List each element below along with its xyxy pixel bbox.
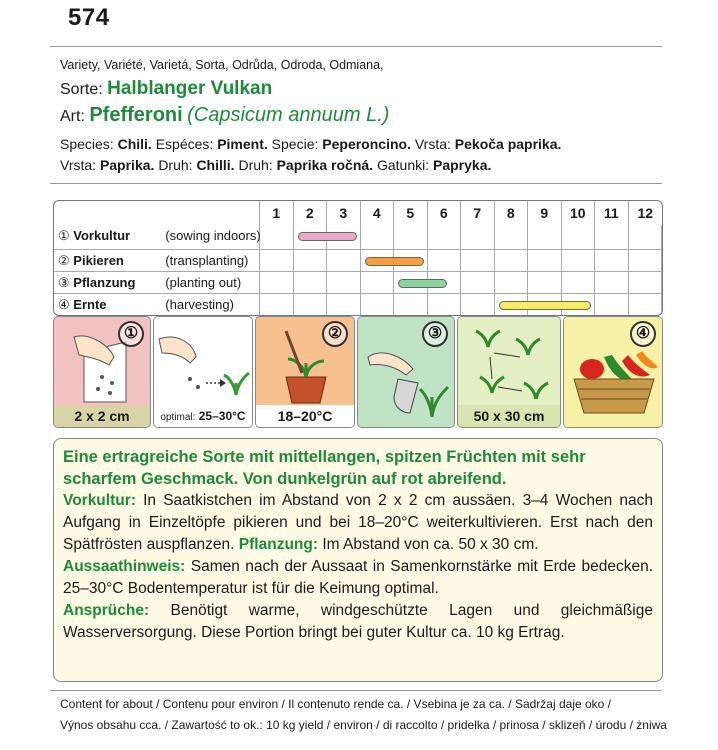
- panel-planting: [357, 316, 455, 428]
- month-slot: [595, 294, 629, 315]
- calendar-row-label: [54, 294, 260, 315]
- seedling-icon: [154, 317, 253, 407]
- species-value: Piment.: [217, 136, 268, 152]
- panel-potting: [255, 316, 355, 428]
- sowing-calendar: [53, 200, 663, 316]
- species-value: Paprika.: [99, 157, 155, 173]
- species-label: Druh:: [238, 157, 273, 173]
- month-slot: [428, 294, 462, 315]
- step-name-de: Pflanzung: [73, 275, 136, 290]
- species-label: Gatunki:: [376, 157, 430, 173]
- month-slot: [595, 272, 629, 293]
- pflanzung-key: Pflanzung:: [238, 536, 319, 553]
- period-bar: [298, 232, 357, 241]
- footer-line-2: Výnos obsahu cca. / Zawartość to ok.: 10 kg yield / environ / di raccolto / pridelka / prinosa / sklizeň / úrodu / żniwa: [60, 718, 667, 732]
- month-slot: [394, 294, 428, 315]
- calendar-row-months: [260, 294, 662, 315]
- month-slot: [461, 225, 495, 249]
- calendar-row-label: [54, 225, 260, 249]
- sorte-label: Sorte:: [60, 81, 103, 98]
- footer-divider: [50, 690, 662, 691]
- step-name-de: Pikieren: [73, 253, 124, 268]
- plant-spacing-icon: [458, 317, 561, 407]
- month-slot: [595, 250, 629, 271]
- species-value: Paprika ročná.: [276, 157, 374, 173]
- art-latin: (Capsicum annuum L.): [187, 104, 390, 126]
- month-header: [260, 201, 662, 225]
- month-slot: [461, 272, 495, 293]
- month-slot: [562, 225, 596, 249]
- calendar-row: [54, 293, 662, 315]
- vorkultur-paragraph: [63, 490, 653, 556]
- pflanzung-text: Im Abstand von ca. 50 x 30 cm.: [318, 536, 539, 553]
- calendar-row-label: [54, 272, 260, 293]
- illustration-strip: [53, 316, 663, 428]
- month-slot: [260, 294, 294, 315]
- variety-label: Variety, Variété, Varietá, Sorta, Odrůda, Odroda, Odmiana,: [60, 58, 384, 72]
- month-slot: [294, 294, 328, 315]
- ansprueche-paragraph: [63, 600, 653, 644]
- ansprueche-key: Ansprüche:: [63, 602, 150, 619]
- month-slot: [528, 250, 562, 271]
- panel-caption: [154, 405, 252, 427]
- step-number: ①: [58, 228, 70, 243]
- month-cell: 6: [428, 201, 462, 225]
- month-slot: [428, 250, 462, 271]
- packet-number: 574: [68, 4, 110, 31]
- month-slot: [461, 294, 495, 315]
- species-line-2: [60, 157, 491, 173]
- panel-caption: 50 x 30 cm: [458, 405, 560, 427]
- month-slot: [327, 250, 361, 271]
- month-slot: [629, 225, 663, 249]
- month-cell: 1: [260, 201, 294, 225]
- month-slot: [461, 250, 495, 271]
- step-name-en: (planting out): [165, 275, 242, 290]
- month-cell: 4: [361, 201, 395, 225]
- panel-spacing: [457, 316, 561, 428]
- step-name-en: (sowing indoors): [165, 228, 261, 243]
- species-label: Espéces:: [155, 136, 214, 152]
- month-slot: [361, 225, 395, 249]
- description-headline: Eine ertragreiche Sorte mit mittellangen, spitzen Früchten mit sehr scharfem Geschmack. Von dunkelgrün auf rot abreifend.: [63, 448, 586, 488]
- step-name-en: (transplanting): [165, 253, 249, 268]
- month-slot: [294, 250, 328, 271]
- species-label: Vrsta:: [414, 136, 451, 152]
- vorkultur-key: Vorkultur:: [63, 492, 136, 509]
- month-slot: [495, 250, 529, 271]
- month-slot: [562, 272, 596, 293]
- aussaat-text: Samen nach der Aussaat in Samenkornstärke mit Erde bedecken. 25–30°C Bodentemperatur ist für die Keimung optimal.: [63, 558, 653, 597]
- aussaat-key: Aussaathinweis:: [63, 558, 186, 575]
- month-slot: [428, 225, 462, 249]
- month-slot: [629, 294, 663, 315]
- step-badge: ④: [630, 321, 656, 347]
- step-number: ④: [58, 297, 70, 312]
- calendar-row: [54, 271, 662, 293]
- step-number: ②: [58, 253, 70, 268]
- species-value: Peperoncino.: [322, 136, 411, 152]
- month-slot: [327, 272, 361, 293]
- aussaat-paragraph: [63, 556, 653, 600]
- month-cell: 2: [294, 201, 328, 225]
- step-badge: ②: [322, 321, 348, 347]
- step-name-de: Ernte: [73, 297, 107, 312]
- art-label: Art:: [60, 108, 85, 125]
- panel-caption: 18–20°C: [256, 405, 354, 427]
- species-label: Species:: [60, 136, 114, 152]
- period-bar: [365, 257, 424, 266]
- month-slot: [260, 250, 294, 271]
- month-slot: [260, 225, 294, 249]
- month-cell: 9: [528, 201, 562, 225]
- top-divider: [50, 46, 662, 47]
- footer-line-1: Content for about / Contenu pour environ / Il contenuto rende ca. / Vsebina je za ca. / Sadržaj daje oko /: [60, 697, 612, 711]
- panel-caption: 2 x 2 cm: [54, 405, 150, 427]
- mid-divider: [50, 183, 662, 184]
- step-badge: ①: [118, 321, 144, 347]
- art-line: [60, 104, 389, 127]
- month-slot: [595, 225, 629, 249]
- step-badge: ③: [422, 321, 448, 347]
- step-name-en: (harvesting): [165, 297, 234, 312]
- calendar-row-label: [54, 250, 260, 271]
- panel-germination: [153, 316, 253, 428]
- month-slot: [361, 294, 395, 315]
- calendar-header-row: [54, 201, 662, 225]
- species-line-1: [60, 136, 561, 152]
- month-slot: [562, 250, 596, 271]
- month-slot: [629, 272, 663, 293]
- calendar-row-months: [260, 250, 662, 271]
- month-cell: 3: [327, 201, 361, 225]
- species-value: Chili.: [117, 136, 152, 152]
- period-bar: [499, 301, 592, 310]
- species-label: Druh:: [158, 157, 193, 173]
- caption-small: optimal:: [160, 412, 196, 423]
- month-slot: [495, 225, 529, 249]
- month-cell: 11: [595, 201, 629, 225]
- caption-main: 25–30°C: [198, 409, 246, 423]
- art-value: Pfefferoni: [89, 104, 183, 126]
- species-label: Vrsta:: [60, 157, 97, 173]
- month-slot: [260, 272, 294, 293]
- panel-sowing: [53, 316, 151, 428]
- species-value: Chilli.: [196, 157, 235, 173]
- month-cell: 10: [562, 201, 596, 225]
- month-cell: 8: [495, 201, 529, 225]
- month-slot: [528, 272, 562, 293]
- step-name-de: Vorkultur: [73, 228, 131, 243]
- period-bar: [398, 279, 447, 288]
- step-number: ③: [58, 275, 70, 290]
- species-value: Papryka.: [433, 157, 492, 173]
- month-slot: [327, 294, 361, 315]
- month-slot: [528, 225, 562, 249]
- month-slot: [394, 225, 428, 249]
- vorkultur-text: In Saatkistchen im Abstand von 2 x 2 cm aussäen. 3–4 Wochen nach Aufgang in Einzeltöpfe pikieren und bei 18–20°C weiterkultivieren. Erst nach den Spätfrösten auspflanzen.: [63, 492, 653, 553]
- month-cell: 12: [637, 205, 654, 221]
- panel-harvest: [563, 316, 663, 428]
- sorte-value: Halblanger Vulkan: [107, 78, 273, 99]
- species-value: Pekoča paprika.: [454, 136, 562, 152]
- description-box: [53, 438, 663, 682]
- calendar-row-months: [260, 225, 662, 249]
- calendar-row: [54, 249, 662, 271]
- ansprueche-text: Benötigt warme, windgeschützte Lagen und gleichmäßige Wasserversorgung. Diese Portion bringt bei guter Kultur ca. 10 kg Ertrag.: [63, 602, 653, 641]
- calendar-corner: [54, 201, 260, 225]
- calendar-row: [54, 225, 662, 249]
- month-slot: [361, 272, 395, 293]
- sorte-line: [60, 78, 272, 100]
- month-slot: [495, 272, 529, 293]
- month-slot: [629, 250, 663, 271]
- month-cell: 5: [394, 201, 428, 225]
- calendar-row-months: [260, 272, 662, 293]
- month-cell: 7: [461, 201, 495, 225]
- species-label: Specie:: [271, 136, 319, 152]
- month-slot: [294, 272, 328, 293]
